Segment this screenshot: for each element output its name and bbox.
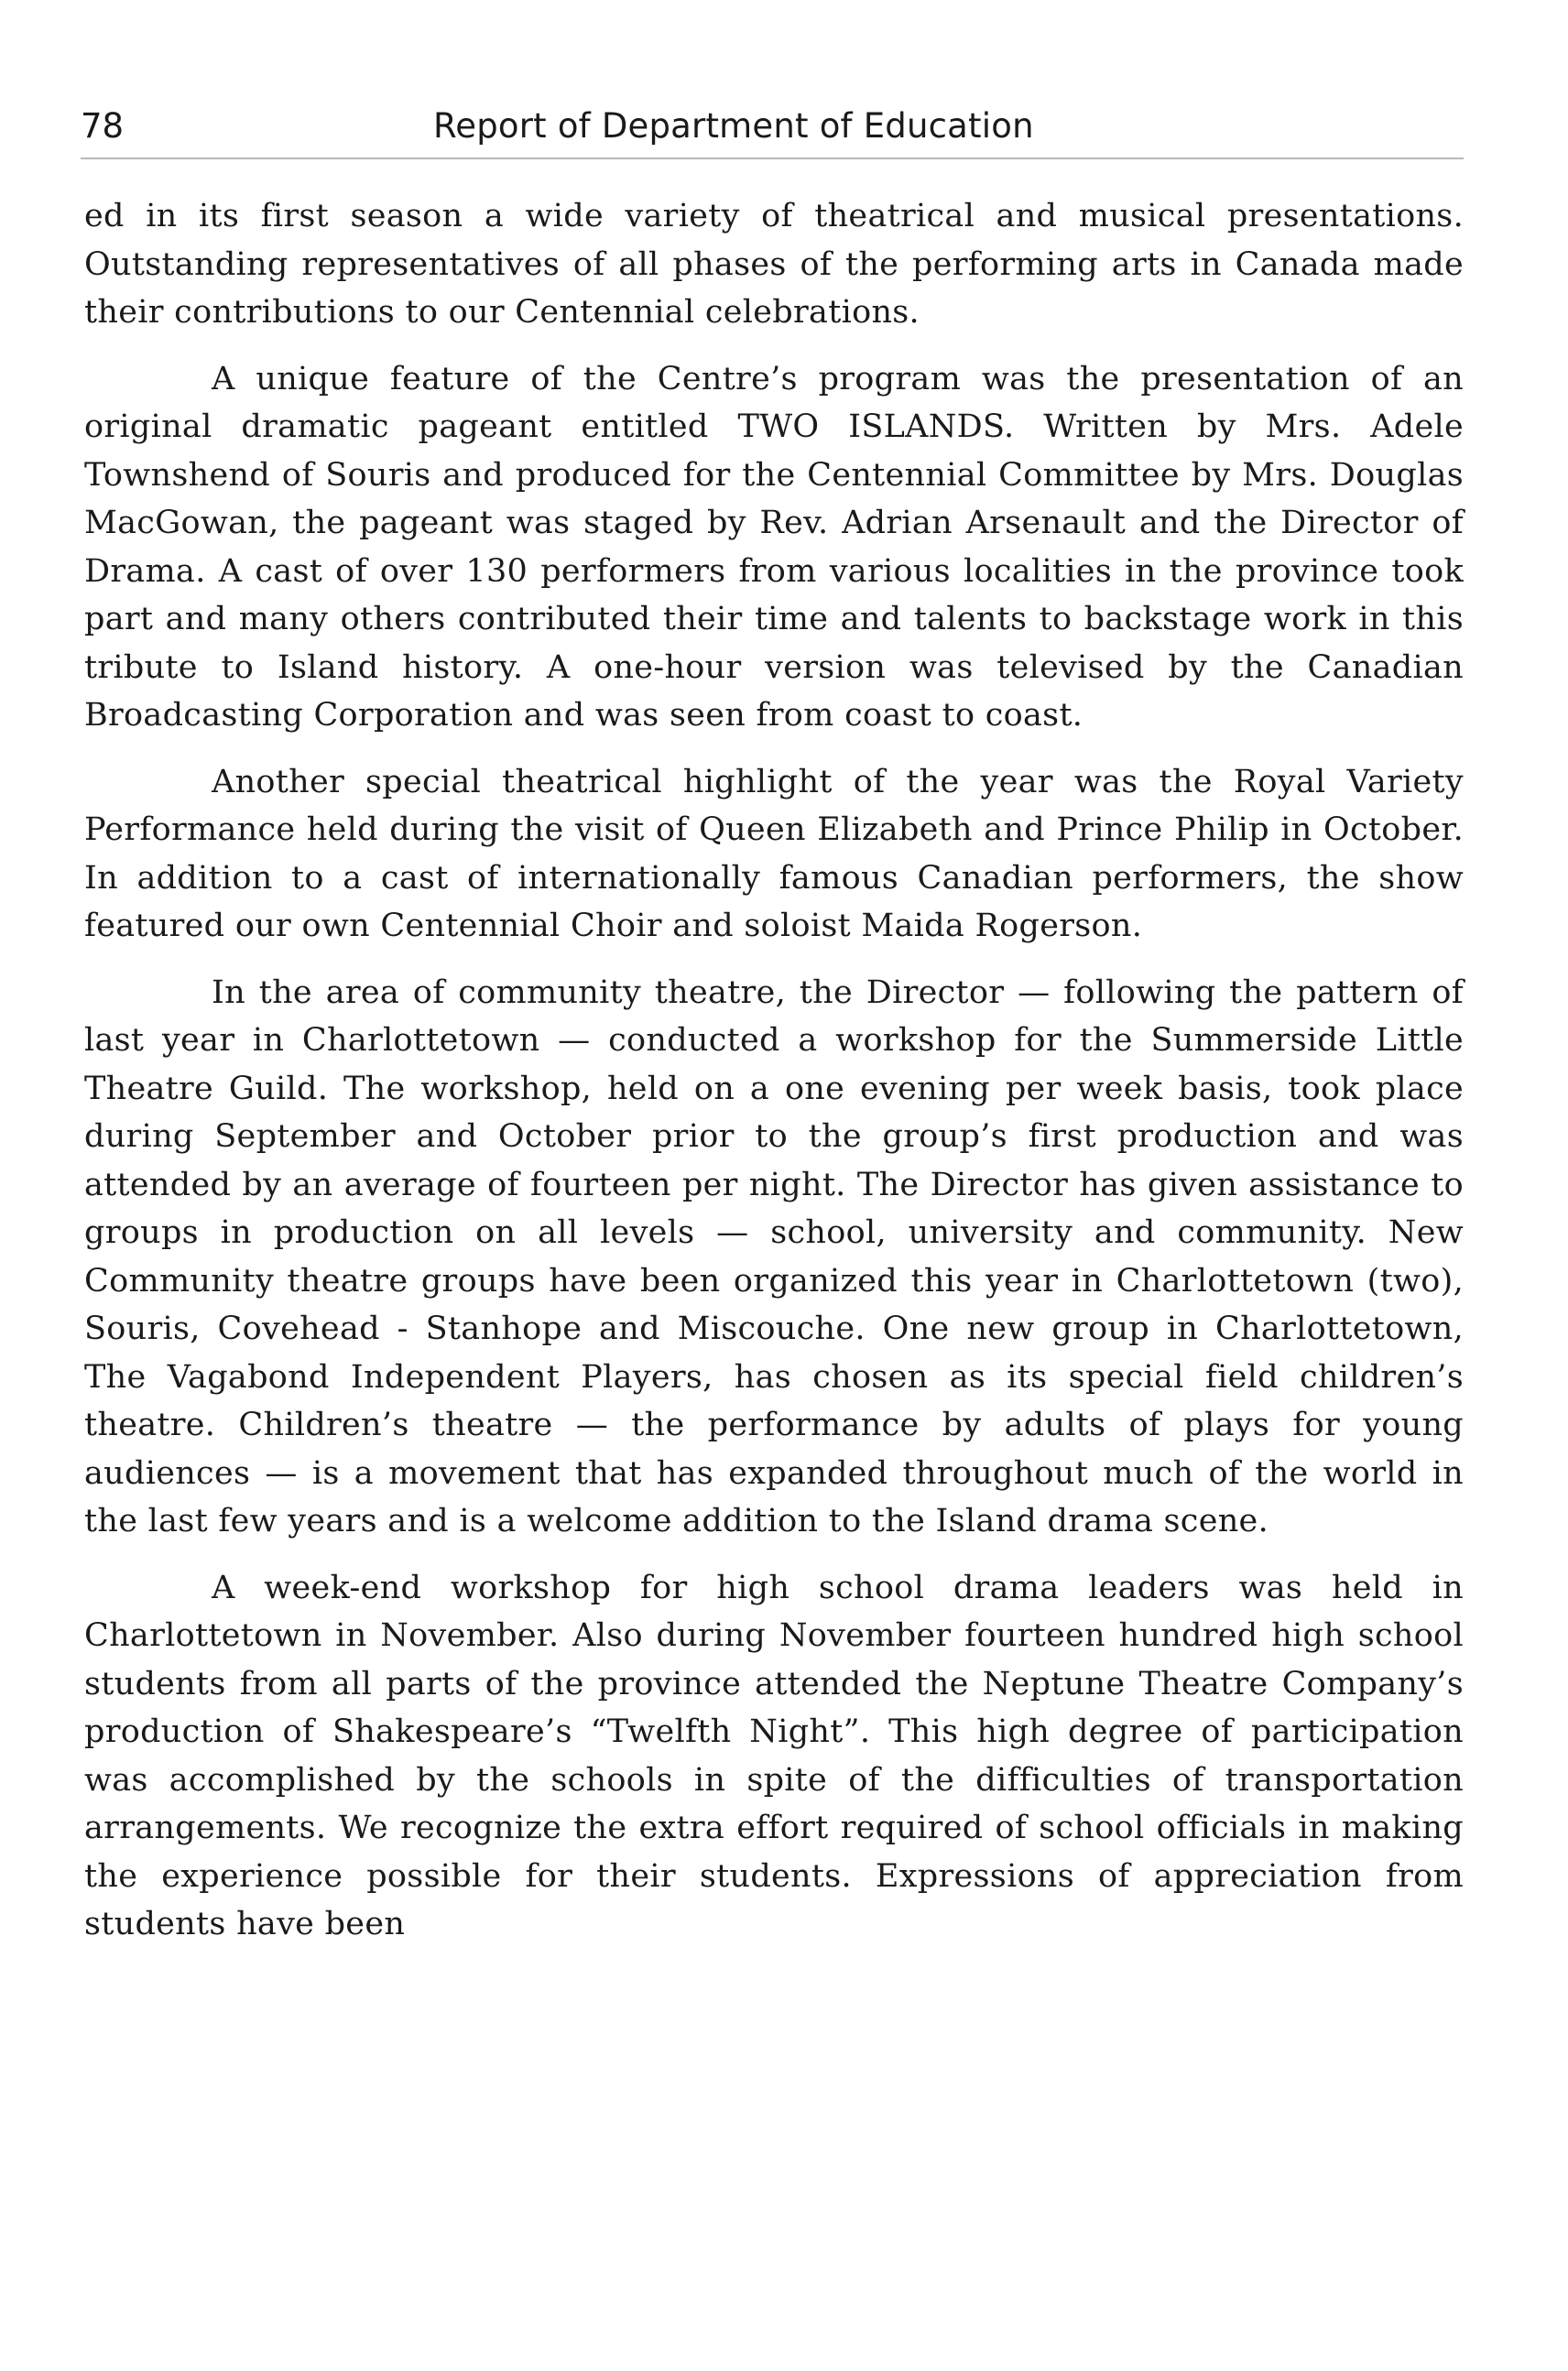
page-header xyxy=(81,99,1464,154)
paragraph-pageant: A unique feature of the Centre’s program was the presentation of an original dramatic pageant entitled TWO ISLANDS. Written by Mrs. Adele Townshend of Souris and produced for the Centennial Committee by Mrs. Douglas MacGowan, the pageant was staged by Rev. Adrian Arsenault and the Director of Drama. A cast of over 130 performers from various localities in the province took part and many others contributed their time and talents to backstage work in this tribute to Island history. A one-hour version was televised by the Canadian Broadcasting Corporation and was seen from coast to coast. xyxy=(84,360,1464,734)
running-title: Report of Department of Education xyxy=(433,106,1034,146)
paragraph-high-school-workshop: A week-end workshop for high school drama leaders was held in Charlottetown in November. Also during November fourteen hundred high school students from all parts of the province attended the Neptune Theatre Company’s production of Shakespeare’s “Twelfth Night”. This high degree of participation was accomplished by the schools in spite of the difficulties of transportation arrangements. We recognize the extra effort required of school officials in making the experience possible for their students. Expressions of appreciation from students have been xyxy=(84,1569,1464,1942)
paragraph-community-theatre: In the area of community theatre, the Director — following the pattern of last year in Charlottetown — conducted a workshop for the Summerside Little Theatre Guild. The workshop, held on a one evening per week basis, took place during September and October prior to the group’s first production and was attended by an average of fourteen per night. The Director has given assistance to groups in production on all levels — school, university and community. New Community theatre groups have been organized this year in Charlottetown (two), Souris, Covehead - Stanhope and Miscouche. One new group in Charlottetown, The Vagabond Independent Players, has chosen as its special field children’s theatre. Children’s theatre — the performance by adults of plays for young audiences — is a movement that has expanded throughout much of the world in the last few years and is a welcome addition to the Island drama scene. xyxy=(84,973,1464,1539)
body-text xyxy=(84,192,1464,1949)
paragraph-royal-variety: Another special theatrical highlight of the year was the Royal Variety Performance held during the visit of Queen Elizabeth and Prince Philip in October. In addition to a cast of internationally famous Canadian performers, the show featured our own Centennial Choir and soloist Maida Rogerson. xyxy=(84,763,1464,944)
paragraph-continuation: ed in its first season a wide variety of theatrical and musical presentations. Outstanding representatives of all phases of the performing arts in Canada made their contributions to our Centennial celebrations. xyxy=(84,198,1464,331)
page-number: 78 xyxy=(81,106,125,146)
header-divider xyxy=(81,158,1464,159)
